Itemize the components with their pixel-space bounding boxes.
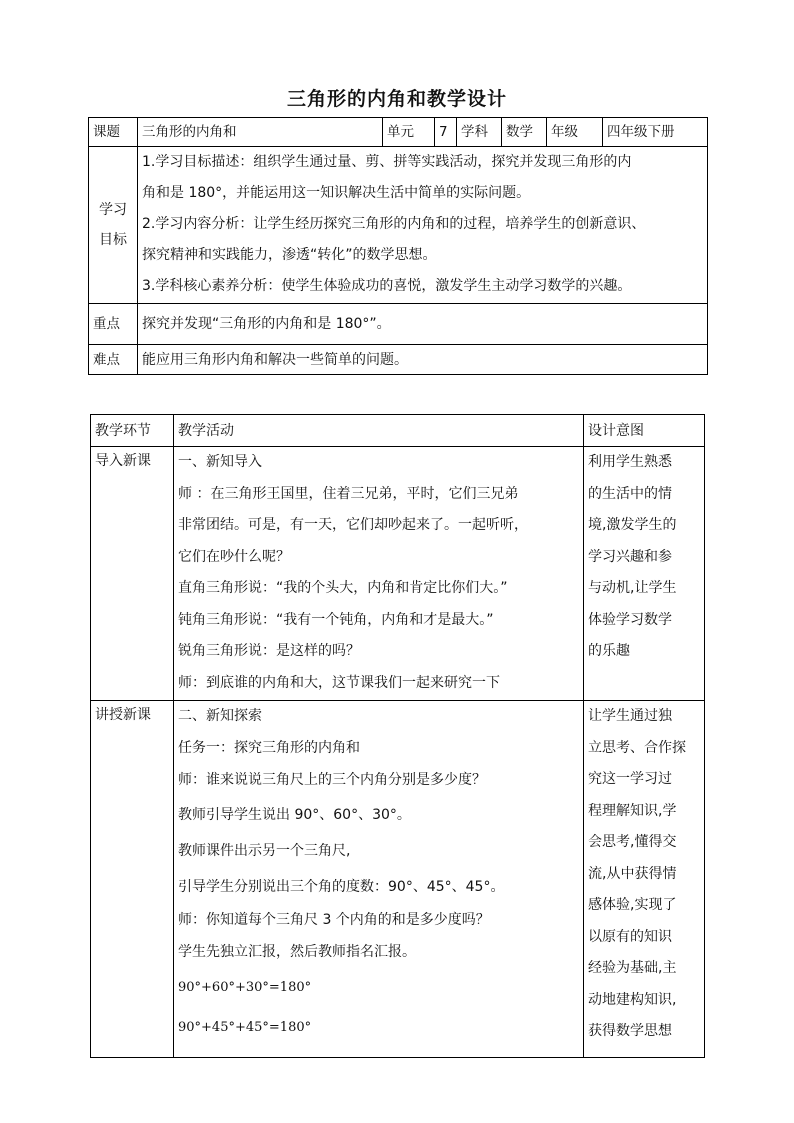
intent-line: 获得数学思想 bbox=[588, 1023, 672, 1039]
activity-line: 90°+60°+30°=180° bbox=[178, 980, 312, 995]
goal-line: 1.学习目标描述：组织学生通过量、剪、拼等实践活动，探究并发现三角形的内 bbox=[142, 154, 632, 170]
intent-line: 的乐趣 bbox=[588, 643, 630, 659]
intent-line: 感体验,实现了 bbox=[588, 897, 677, 913]
goal-line: 探究精神和实践能力，渗透“转化”的数学思想。 bbox=[142, 247, 437, 263]
activity-line: 师：谁来说说三角尺上的三个内角分别是多少度？ bbox=[178, 772, 486, 788]
difficulty-label: 难点 bbox=[89, 345, 138, 375]
activity-line: 引导学生分别说出三个角的度数：90°、45°、45°。 bbox=[178, 879, 505, 895]
col-activity-header: 教学活动 bbox=[174, 415, 584, 447]
intent-line: 学习兴趣和参 bbox=[588, 548, 672, 565]
grade-label: 年级 bbox=[547, 118, 603, 147]
activity-line: 直角三角形说：“我的个头大，内角和肯定比你们大。” bbox=[178, 580, 508, 596]
subject-value: 数学 bbox=[502, 118, 547, 147]
intent-line: 境,激发学生的 bbox=[588, 517, 677, 533]
topic-label: 课题 bbox=[89, 118, 138, 147]
stage-cell: 导入新课 bbox=[91, 447, 174, 701]
activity-line: 90°+45°+45°=180° bbox=[178, 1020, 312, 1035]
intent-line: 程理解知识,学 bbox=[588, 802, 677, 819]
goal-line: 3.学科核心素养分析：使学生体验成功的喜悦，激发学生主动学习数学的兴趣。 bbox=[142, 278, 632, 294]
intent-line: 流,从中获得情 bbox=[588, 865, 677, 882]
stage-cell: 讲授新课 bbox=[91, 701, 174, 1058]
activity-line: 教师引导学生说出 90°、60°、30°。 bbox=[178, 807, 411, 823]
goals-label-line: 学习 bbox=[99, 202, 127, 218]
activity-line: 教师课件出示另一个三角尺, bbox=[178, 843, 351, 859]
activity-line: 锐角三角形说：是这样的吗？ bbox=[178, 643, 360, 659]
intent-line: 利用学生熟悉 bbox=[588, 454, 672, 470]
col-stage-header: 教学环节 bbox=[91, 415, 174, 447]
activity-cell bbox=[174, 447, 584, 701]
goals-label-line: 目标 bbox=[99, 232, 127, 248]
goal-line: 角和是 180°，并能运用这一知识解决生活中简单的实际问题。 bbox=[142, 185, 531, 201]
intent-line: 立思考、合作探 bbox=[588, 739, 686, 756]
activity-line: 钝角三角形说：“我有一个钝角，内角和才是最大。” bbox=[178, 611, 494, 628]
activity-line: 二、新知探索 bbox=[178, 708, 262, 724]
lesson-info-table bbox=[88, 117, 708, 375]
intent-line: 经验为基础,主 bbox=[588, 960, 677, 976]
intent-line: 与动机,让学生 bbox=[588, 580, 677, 596]
activity-line: 一、新知导入 bbox=[178, 454, 262, 470]
unit-value: 7 bbox=[435, 118, 457, 147]
intent-line: 体验学习数学 bbox=[588, 611, 672, 628]
intent-line: 动地建构知识, bbox=[588, 991, 677, 1008]
col-intent-header: 设计意图 bbox=[584, 415, 705, 447]
table-row bbox=[91, 701, 705, 1058]
activity-line: 任务一：探究三角形的内角和 bbox=[178, 739, 360, 756]
key-value: 探究并发现“三角形的内角和是 180°”。 bbox=[138, 304, 708, 345]
activity-line: 非常团结。可是，有一天，它们却吵起来了。一起听听， bbox=[178, 517, 528, 533]
intent-line: 会思考,懂得交 bbox=[588, 834, 677, 850]
activity-line: 师 ：在三角形王国里，住着三兄弟，平时，它们三兄弟 bbox=[178, 485, 519, 502]
goals-label bbox=[89, 147, 138, 304]
activity-line: 师：到底谁的内角和大，这节课我们一起来研究一下 bbox=[178, 674, 500, 691]
activity-line: 学生先独立汇报，然后教师指名汇报。 bbox=[178, 943, 416, 960]
intent-line: 以原有的知识 bbox=[588, 928, 672, 945]
intent-cell bbox=[584, 701, 705, 1058]
intent-cell bbox=[584, 447, 705, 701]
goal-line: 2.学习内容分析：让学生经历探究三角形的内角和的过程，培养学生的创新意识、 bbox=[142, 216, 646, 232]
teaching-plan-table bbox=[90, 414, 705, 1058]
intent-line: 究这一学习过 bbox=[588, 771, 672, 787]
activity-line: 师：你知道每个三角尺 3 个内角的和是多少度吗？ bbox=[178, 912, 490, 928]
intent-line: 的生活中的情 bbox=[588, 485, 672, 502]
topic-value: 三角形的内角和 bbox=[138, 118, 383, 147]
goals-cell bbox=[138, 147, 708, 304]
activity-line: 它们在吵什么呢？ bbox=[178, 548, 290, 565]
grade-value: 四年级下册 bbox=[603, 118, 708, 147]
subject-label: 学科 bbox=[457, 118, 502, 147]
intent-line: 让学生通过独 bbox=[588, 708, 672, 724]
page-title: 三角形的内角和教学设计 bbox=[286, 88, 507, 110]
table-row bbox=[91, 447, 705, 701]
key-label: 重点 bbox=[89, 304, 138, 345]
difficulty-value: 能应用三角形内角和解决一些简单的问题。 bbox=[138, 345, 708, 375]
activity-cell bbox=[174, 701, 584, 1058]
unit-label: 单元 bbox=[383, 118, 435, 147]
